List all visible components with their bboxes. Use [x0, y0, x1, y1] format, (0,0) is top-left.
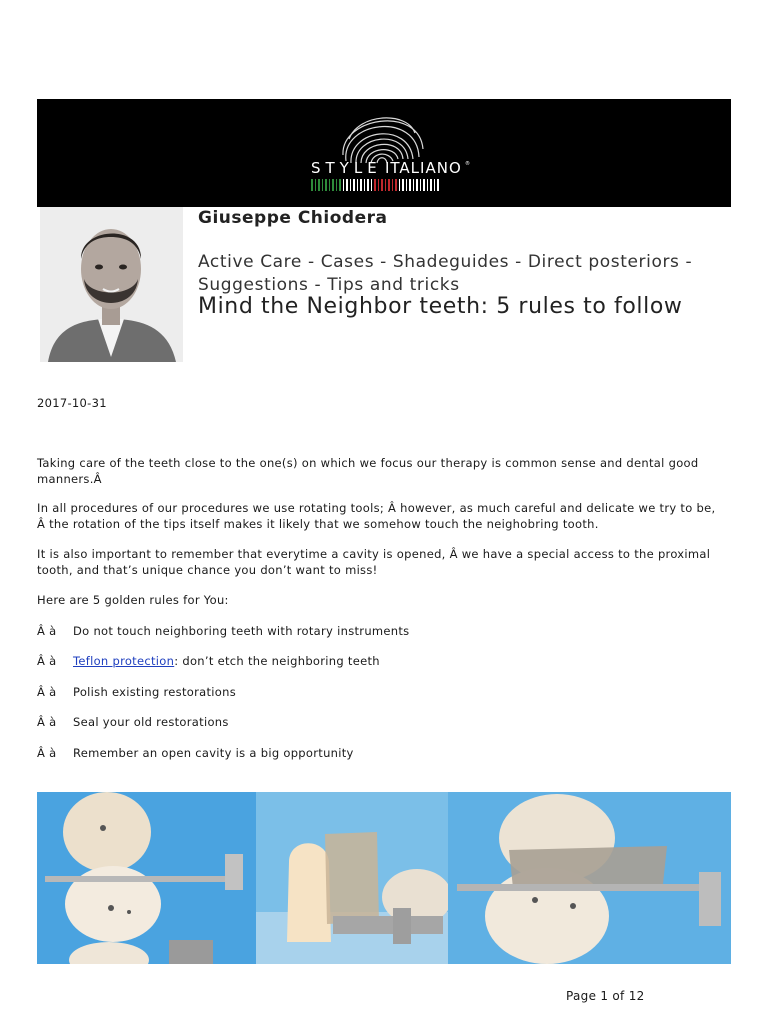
rule-text: Do not touch neighboring teeth with rotary instruments — [73, 624, 410, 638]
rule-bullet: Â à — [37, 715, 57, 729]
paragraph-cavity: It is also important to remember that everytime a cavity is opened, Â we have a special access to the proximal tooth, and that’s unique chance you don’t want to miss! — [37, 547, 711, 577]
list-item — [37, 746, 354, 760]
page-number: Page 1 of 12 — [566, 989, 645, 1003]
rule-text: : don’t etch the neighboring teeth — [174, 654, 380, 668]
list-item — [37, 654, 380, 668]
author-portrait-icon — [40, 207, 183, 362]
list-item — [37, 715, 229, 729]
paragraph-tools: In all procedures of our procedures we use rotating tools; Â however, as much careful and delicate we try to be, Â the rotation of the tips itself makes it likely that we somehow touch the neighobring tooth. — [37, 501, 716, 531]
teflon-protection-link[interactable]: Teflon protection — [73, 654, 175, 668]
rule-text: Polish existing restorations — [73, 685, 236, 699]
style-italiano-logo — [289, 99, 473, 195]
author-name: Giuseppe Chiodera — [198, 208, 388, 228]
rule-bullet: Â à — [37, 685, 57, 699]
rule-text: Remember an open cavity is a big opportunity — [73, 746, 354, 760]
rule-bullet: Â à — [37, 624, 57, 638]
fingerprint-logo-icon — [289, 99, 473, 195]
rule-bullet: Â à — [37, 654, 57, 668]
svg-text:ITALIANO: ITALIANO — [385, 159, 462, 177]
svg-text:STYLE: STYLE — [311, 159, 382, 177]
clinical-photo-3 — [448, 792, 731, 964]
list-item — [37, 624, 409, 638]
rule-bullet: Â à — [37, 746, 57, 760]
clinical-photo-strip — [37, 792, 731, 964]
category-list: Active Care - Cases - Shadeguides - Direct posteriors - Suggestions - Tips and tricks — [198, 252, 693, 295]
svg-text:®: ® — [465, 161, 470, 167]
clinical-photos — [37, 792, 731, 964]
paragraph-rules-intro: Here are 5 golden rules for You: — [37, 593, 229, 607]
publish-date: 2017-10-31 — [37, 396, 107, 410]
paragraph-intro: Taking care of the teeth close to the one(s) on which we focus our therapy is common sense and dental good manners.Â — [37, 456, 699, 486]
article-title: Mind the Neighbor teeth: 5 rules to follow — [198, 294, 683, 319]
clinical-photo-2 — [256, 792, 452, 964]
flag-barcode — [311, 179, 439, 191]
header-banner — [37, 99, 731, 207]
list-item — [37, 685, 236, 699]
rule-text: Seal your old restorations — [73, 715, 229, 729]
clinical-photo-1 — [37, 792, 256, 964]
author-photo — [40, 207, 183, 362]
